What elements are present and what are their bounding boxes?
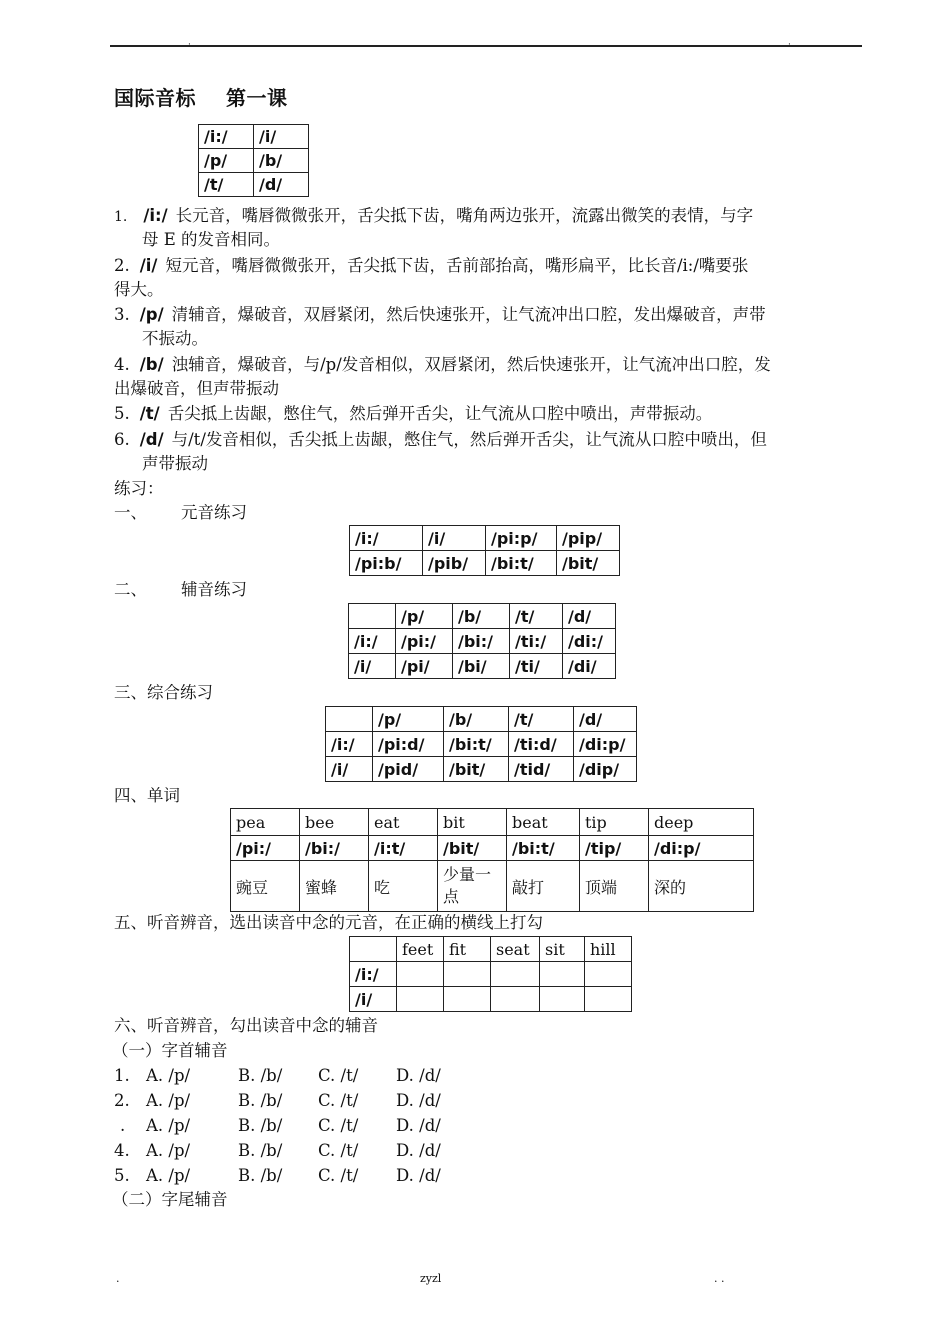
table-row	[199, 125, 309, 149]
section-1-heading	[114, 501, 247, 525]
item-text: 长元音，嘴唇微微张开，舌尖抵下齿，嘴角两边张开，流露出微笑的表情，与字	[175, 206, 754, 225]
question-number: 5.	[114, 1166, 130, 1185]
ipa-cell: /pi:/	[231, 836, 300, 861]
answer-checkbox-cell[interactable]	[397, 962, 444, 987]
table-cell: /ti:/	[510, 629, 563, 654]
header-tick-left: ·	[188, 40, 191, 50]
item-continuation: 声带振动	[142, 454, 208, 473]
header-cell: hill	[585, 937, 632, 962]
option-c[interactable]: C. /t/	[318, 1166, 359, 1185]
ipa-cell: /i:t/	[369, 836, 438, 861]
table-cell	[349, 604, 396, 629]
word-cell: beat	[507, 809, 580, 836]
option-d[interactable]: D. /d/	[396, 1141, 441, 1160]
item-number: 4.	[114, 355, 130, 374]
option-c[interactable]: C. /t/	[318, 1141, 359, 1160]
table-row	[231, 861, 754, 912]
table-row	[349, 629, 616, 654]
table-row	[350, 962, 632, 987]
section-3-heading: 三、综合练习	[114, 683, 213, 702]
table-cell: /b/	[444, 707, 509, 732]
table-cell: /i/	[349, 654, 396, 679]
table-cell: /bit/	[557, 551, 620, 576]
table-cell: /i:/	[350, 526, 423, 551]
option-d[interactable]: D. /d/	[396, 1066, 441, 1085]
word-cell: bit	[438, 809, 507, 836]
item-text: 与/t/发音相似，舌尖抵上齿龈，憋住气，然后弹开舌尖，让气流从口腔中喷出，但	[171, 430, 767, 449]
table-cell: /pi:b/	[350, 551, 423, 576]
row-label-cell: /i/	[350, 987, 397, 1012]
header-cell	[350, 937, 397, 962]
item-symbol: /t/	[139, 404, 160, 423]
table-row	[350, 937, 632, 962]
title-lesson: 第一课	[226, 86, 288, 110]
ipa-cell: /bi:/	[300, 836, 369, 861]
header-cell: fit	[444, 937, 491, 962]
question-number: 1.	[114, 1066, 130, 1085]
table-cell: /i:/	[199, 125, 254, 149]
table-cell: /bi:t/	[444, 732, 509, 757]
meaning-cell: 蜜蜂	[300, 861, 369, 912]
item-number: 1.	[114, 209, 128, 225]
table-cell: /d/	[254, 173, 309, 197]
table-cell: /pi/	[396, 654, 453, 679]
ipa-cell: /di:p/	[649, 836, 754, 861]
section-5-heading: 五、听音辨音，选出读音中念的元音，在正确的横线上打勾	[114, 913, 543, 932]
table-cell: /tid/	[509, 757, 574, 782]
option-d[interactable]: D. /d/	[396, 1091, 441, 1110]
table-cell: /di:p/	[574, 732, 637, 757]
table-cell: /t/	[510, 604, 563, 629]
meaning-cell: 深的	[649, 861, 754, 912]
option-c[interactable]: C. /t/	[318, 1066, 359, 1085]
table-cell: /pi:/	[396, 629, 453, 654]
table-cell: /i/	[423, 526, 486, 551]
header-cell: feet	[397, 937, 444, 962]
page-title	[114, 82, 288, 111]
option-a[interactable]: A. /p/	[146, 1066, 191, 1085]
item-symbol: /b/	[139, 355, 164, 374]
item-symbol: /p/	[139, 305, 164, 324]
table-cell: /bi:t/	[486, 551, 557, 576]
table-cell: /t/	[199, 173, 254, 197]
option-a[interactable]: A. /p/	[146, 1091, 191, 1110]
option-c[interactable]: C. /t/	[318, 1091, 359, 1110]
table-cell: /i/	[254, 125, 309, 149]
header-cell: sit	[540, 937, 585, 962]
option-d[interactable]: D. /d/	[396, 1166, 441, 1185]
table-row	[350, 551, 620, 576]
table-row	[349, 654, 616, 679]
header-rule	[110, 45, 862, 47]
answer-checkbox-cell[interactable]	[444, 962, 491, 987]
table-cell: /ti/	[510, 654, 563, 679]
footer-center: zyzl	[420, 1272, 442, 1285]
word-cell: tip	[580, 809, 649, 836]
item-line	[114, 303, 766, 327]
item-text: 短元音，嘴唇微微张开，舌尖抵下齿，舌前部抬高，嘴形扁平，比长音/i:/嘴要张	[165, 256, 749, 275]
option-b[interactable]: B. /b/	[238, 1116, 283, 1135]
item-line	[114, 353, 771, 377]
table-cell: /pip/	[557, 526, 620, 551]
word-cell: deep	[649, 809, 754, 836]
table-cell: /p/	[373, 707, 444, 732]
table-row	[199, 149, 309, 173]
answer-checkbox-cell[interactable]	[397, 987, 444, 1012]
answer-checkbox-cell[interactable]	[585, 962, 632, 987]
option-b[interactable]: B. /b/	[238, 1091, 283, 1110]
table-cell: /d/	[563, 604, 616, 629]
option-b[interactable]: B. /b/	[238, 1066, 283, 1085]
table-cell: /pid/	[373, 757, 444, 782]
table-cell: /b/	[453, 604, 510, 629]
table-cell	[326, 707, 373, 732]
item-text: 清辅音，爆破音，双唇紧闭，然后快速张开，让气流冲出口腔，发出爆破音，声带	[171, 305, 766, 324]
subsection-final-consonant: （二）字尾辅音	[112, 1190, 228, 1209]
item-number: 5.	[114, 404, 130, 423]
item-continuation: 出爆破音，但声带振动	[114, 379, 279, 398]
item-line	[114, 204, 753, 229]
section-2-number: 二、	[114, 580, 147, 599]
section-2-heading	[114, 578, 247, 602]
item-symbol: /d/	[139, 430, 164, 449]
option-a[interactable]: A. /p/	[146, 1116, 191, 1135]
table-row	[349, 604, 616, 629]
answer-checkbox-cell[interactable]	[585, 987, 632, 1012]
table-cell: /i:/	[349, 629, 396, 654]
table-row	[231, 809, 754, 836]
item-continuation: 得大。	[114, 280, 164, 299]
section-2-name: 辅音练习	[181, 580, 247, 599]
table-row	[350, 987, 632, 1012]
option-a[interactable]: A. /p/	[146, 1166, 191, 1185]
ipa-cell: /tip/	[580, 836, 649, 861]
answer-checkbox-cell[interactable]	[491, 962, 540, 987]
consonant-practice-table	[348, 603, 616, 679]
meaning-cell: 顶端	[580, 861, 649, 912]
table-cell: /di/	[563, 654, 616, 679]
option-a[interactable]: A. /p/	[146, 1141, 191, 1160]
question-number: .	[120, 1116, 126, 1135]
ipa-cell: /bi:t/	[507, 836, 580, 861]
footer-left: .	[116, 1272, 120, 1285]
word-cell: bee	[300, 809, 369, 836]
table-cell: /p/	[199, 149, 254, 173]
table-cell: /pi:p/	[486, 526, 557, 551]
section-1-name: 元音练习	[181, 503, 247, 522]
answer-checkbox-cell[interactable]	[444, 987, 491, 1012]
word-table	[230, 808, 754, 912]
header-tick-right: ·	[788, 40, 791, 50]
table-cell: /ti:d/	[509, 732, 574, 757]
table-cell: /di:/	[563, 629, 616, 654]
item-line	[114, 428, 767, 452]
meaning-cell: 豌豆	[231, 861, 300, 912]
subsection-initial-consonant: （一）字首辅音	[112, 1041, 228, 1060]
table-row	[326, 732, 637, 757]
table-cell: /b/	[254, 149, 309, 173]
symbol-table	[198, 124, 309, 197]
item-number: 3.	[114, 305, 130, 324]
table-row	[326, 707, 637, 732]
item-symbol: /i/	[139, 256, 158, 275]
answer-checkbox-cell[interactable]	[491, 987, 540, 1012]
header-cell: seat	[491, 937, 540, 962]
question-number: 4.	[114, 1141, 130, 1160]
answer-checkbox-cell[interactable]	[540, 987, 585, 1012]
item-symbol: /i:/	[143, 206, 168, 225]
table-cell: /pib/	[423, 551, 486, 576]
practice-label: 练习：	[114, 479, 164, 498]
item-text: 舌尖抵上齿龈，憋住气，然后弹开舌尖，让气流从口腔中喷出，声带振动。	[167, 404, 713, 423]
vowel-practice-table	[349, 525, 620, 576]
table-cell: /bit/	[444, 757, 509, 782]
listening-vowel-table	[349, 936, 632, 1012]
section-1-number: 一、	[114, 503, 147, 522]
meaning-cell: 少量一点	[438, 861, 507, 912]
table-cell: /d/	[574, 707, 637, 732]
combined-practice-table	[325, 706, 637, 782]
answer-checkbox-cell[interactable]	[540, 962, 585, 987]
table-cell: /i:/	[326, 732, 373, 757]
table-row	[231, 836, 754, 861]
table-cell: /p/	[396, 604, 453, 629]
option-b[interactable]: B. /b/	[238, 1166, 283, 1185]
word-cell: eat	[369, 809, 438, 836]
item-line	[114, 254, 748, 278]
item-continuation: 母 E 的发音相同。	[142, 230, 281, 249]
section-4-heading: 四、单词	[114, 786, 180, 805]
footer-right: . .	[714, 1272, 725, 1285]
table-row	[326, 757, 637, 782]
item-number: 6.	[114, 430, 130, 449]
word-cell: pea	[231, 809, 300, 836]
table-row	[350, 526, 620, 551]
section-6-heading: 六、听音辨音，勾出读音中念的辅音	[114, 1016, 378, 1035]
table-cell: /bi/	[453, 654, 510, 679]
meaning-cell: 吃	[369, 861, 438, 912]
question-number: 2.	[114, 1091, 130, 1110]
item-line	[114, 402, 712, 426]
option-c[interactable]: C. /t/	[318, 1116, 359, 1135]
item-text: 浊辅音，爆破音，与/p/发音相似，双唇紧闭，然后快速张开，让气流冲出口腔，发	[171, 355, 771, 374]
item-continuation: 不振动。	[142, 329, 208, 348]
meaning-cell: 敲打	[507, 861, 580, 912]
option-d[interactable]: D. /d/	[396, 1116, 441, 1135]
table-cell: /pi:d/	[373, 732, 444, 757]
table-cell: /bi:/	[453, 629, 510, 654]
table-cell: /t/	[509, 707, 574, 732]
table-cell: /dip/	[574, 757, 637, 782]
table-cell: /i/	[326, 757, 373, 782]
ipa-cell: /bit/	[438, 836, 507, 861]
row-label-cell: /i:/	[350, 962, 397, 987]
item-number: 2.	[114, 256, 130, 275]
table-row	[199, 173, 309, 197]
title-main: 国际音标	[114, 86, 196, 110]
option-b[interactable]: B. /b/	[238, 1141, 283, 1160]
